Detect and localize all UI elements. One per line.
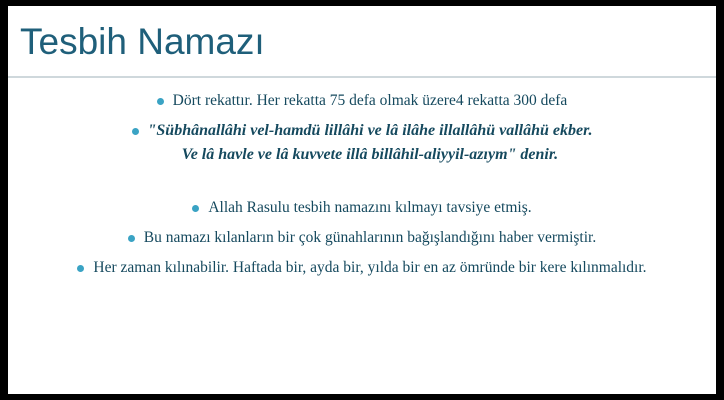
list-item-text: Her zaman kılınabilir. Haftada bir, ayda bir, yılda bir en az ömründe bir kere kılınmalıdır. <box>93 259 647 276</box>
bullet-dot-icon <box>157 98 164 105</box>
bullet-dot-icon <box>128 235 135 242</box>
title-divider <box>8 76 716 78</box>
list-item-text: Allah Rasulu tesbih namazını kılmayı tavsiye etmiş. <box>208 199 532 216</box>
list-item <box>8 197 716 218</box>
bullet-dot-icon <box>77 265 84 272</box>
quote-line-2: Ve lâ havle ve lâ kuvvete illâ billâhil-aliyyil-azıym" denir. <box>181 146 559 163</box>
list-item-text: Bu namazı kılanların bir çok günahlarının bağışlandığını haber vermiştir. <box>143 229 597 246</box>
quote-text-block <box>148 119 593 167</box>
bullet-dot-icon <box>192 205 199 212</box>
quote-line-1: "Sübhânallâhi vel-hamdü lillâhi ve lâ ilâhe illallâhü vallâhü ekber. <box>147 122 593 139</box>
slide-canvas <box>8 6 716 394</box>
list-item <box>8 227 716 248</box>
page-title: Tesbih Namazı <box>20 21 265 62</box>
list-item <box>8 257 716 278</box>
bullet-dot-icon <box>132 128 139 135</box>
slide-body <box>8 84 716 278</box>
list-item <box>8 119 716 167</box>
list-item-text: Dört rekattır. Her rekatta 75 defa olmak üzere4 rekatta 300 defa <box>172 92 568 109</box>
list-item <box>8 90 716 111</box>
